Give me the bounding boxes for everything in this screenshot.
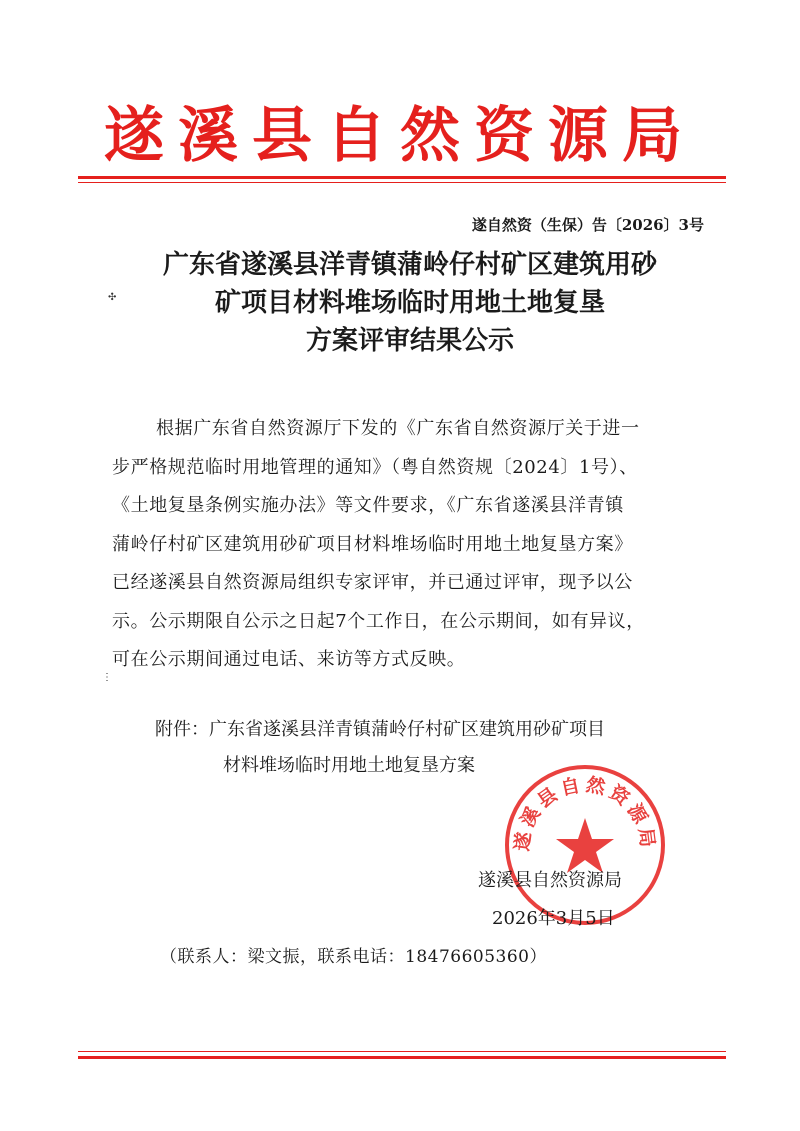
body-line: 可在公示期间通过电话、来访等方式反映。 [112,649,466,670]
title-line: 方案评审结果公示 [305,326,514,356]
body-line: 示。公示期限自公示之日起7个工作日，在公示期间，如有异议， [112,610,645,632]
body-line: 《土地复垦条例实施办法》等文件要求，《广东省遂溪县洋青镇 [112,495,624,516]
body-line: 步严格规范临时用地管理的通知》（粤自然资规〔2024〕1号）、 [112,456,638,478]
footer-divider-thick [78,1056,726,1059]
attachment-label: 附件： [155,719,209,740]
footer-divider-thin [78,1051,726,1052]
body-line: 蒲岭仔村矿区建筑用砂矿项目材料堆场临时用地土地复垦方案》 [112,533,633,555]
contact-info: （联系人：梁文振，联系电话：18476605360） [160,947,547,967]
notice-body [112,410,712,680]
signature-date: 2026年3月5日 [492,908,615,929]
signature-org: 遂溪县自然资源局 [478,870,622,891]
title-line: 广东省遂溪县洋青镇蒲岭仔村矿区建筑用砂 [162,250,657,280]
document-number: 遂自然资（生保）告〔2026〕3号 [471,216,704,234]
seal-star-icon [556,818,614,873]
org-header-title: 遂溪县自然资源局 [104,101,696,171]
scan-speck: ⋮ [102,672,112,683]
scan-speck: ✣ [108,292,117,303]
body-line: 根据广东省自然资源厅下发的《广东省自然资源厅关于进一 [156,418,640,439]
header-divider-thick [78,176,726,179]
seal-text: 遂溪县自然资源局 [511,773,659,853]
attachment-name-line2: 材料堆场临时用地土地复垦方案 [223,755,475,776]
title-line: 矿项目材料堆场临时用地土地复垦 [214,288,605,318]
document-title [100,246,720,360]
attachment-name-line1: 广东省遂溪县洋青镇蒲岭仔村矿区建筑用砂矿项目 [209,719,605,740]
body-line: 已经遂溪县自然资源局组织专家评审，并已通过评审，现予以公 [112,572,633,593]
header-divider-thin [78,182,726,183]
